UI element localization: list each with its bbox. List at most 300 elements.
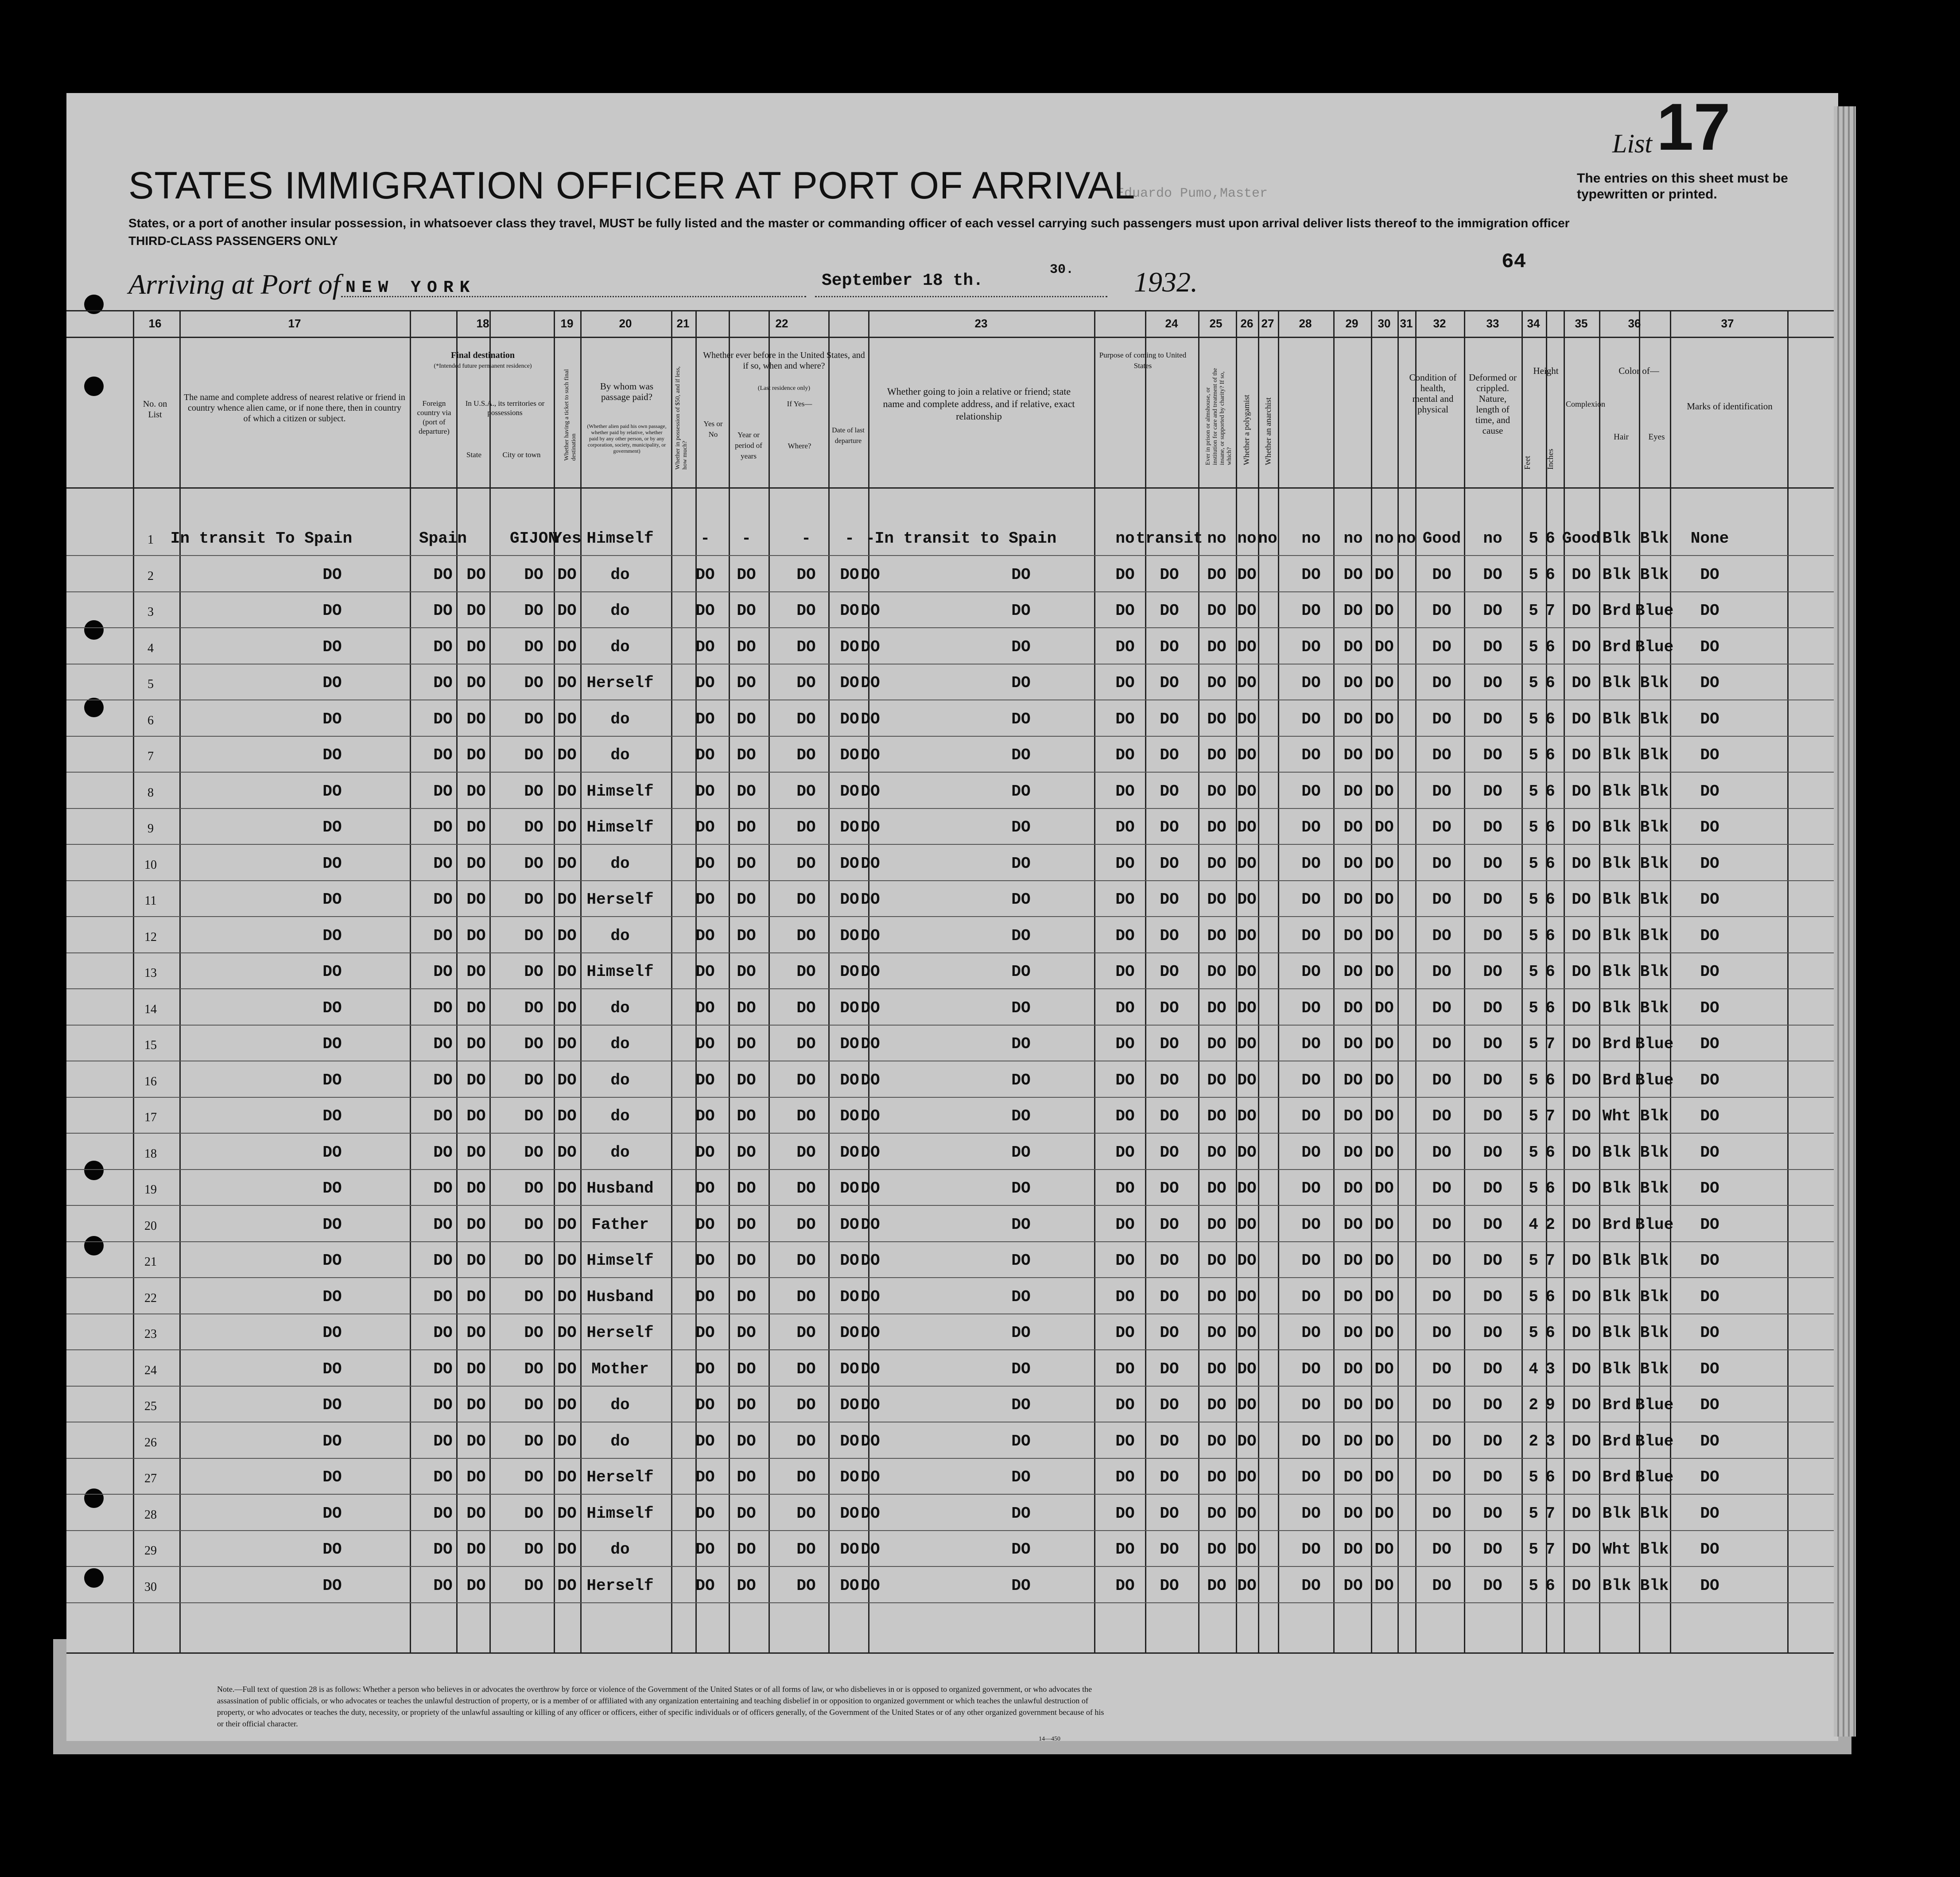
cell-ft: 5 bbox=[1529, 782, 1538, 801]
cell-c21: DO bbox=[695, 1360, 715, 1378]
column-divider bbox=[1397, 310, 1399, 1652]
cell-c32: DO bbox=[1432, 1360, 1452, 1378]
cell-c28: DO bbox=[1301, 1432, 1321, 1450]
cell-c24b: DO bbox=[1160, 1432, 1179, 1450]
cell-c22b: DO bbox=[796, 565, 816, 584]
cell-c18c: DO bbox=[524, 1432, 543, 1450]
cell-c23: DO bbox=[1011, 1287, 1031, 1306]
cell-c18c: DO bbox=[524, 565, 543, 584]
cell-c24a: DO bbox=[1115, 1287, 1135, 1306]
cell-c28: DO bbox=[1301, 1251, 1321, 1270]
cell-c18c: DO bbox=[524, 1071, 543, 1089]
cell-c32: DO bbox=[1432, 782, 1452, 801]
cell-hair: Blk bbox=[1602, 1504, 1631, 1523]
column-divider bbox=[1464, 310, 1465, 1652]
cell-c22b: DO bbox=[796, 1035, 816, 1053]
cell-c24a: DO bbox=[1115, 963, 1135, 981]
cell-c21: DO bbox=[695, 890, 715, 909]
cell-c22a: DO bbox=[737, 1107, 756, 1125]
cell-ft: 5 bbox=[1529, 1107, 1538, 1125]
cell-in: 6 bbox=[1545, 637, 1555, 656]
cell-c18a: DO bbox=[433, 1432, 453, 1450]
cell-c22b: DO bbox=[796, 963, 816, 981]
row-number: 1 bbox=[147, 533, 154, 547]
cell-in: 6 bbox=[1545, 854, 1555, 873]
cell-c25: DO bbox=[1207, 1576, 1226, 1595]
cell-c26: DO bbox=[1237, 1396, 1257, 1414]
cell-c21: DO bbox=[695, 1107, 715, 1125]
cell-c35: DO bbox=[1572, 1143, 1591, 1162]
cell-c26: DO bbox=[1237, 1287, 1257, 1306]
cell-c24b: DO bbox=[1160, 1468, 1179, 1486]
row-rule bbox=[66, 1241, 1834, 1242]
column-divider bbox=[1787, 310, 1789, 1652]
cell-c22a: DO bbox=[737, 1215, 756, 1234]
cell-c22d: DO bbox=[861, 999, 880, 1017]
cell-hair: Brd bbox=[1602, 602, 1631, 620]
cell-c19: DO bbox=[557, 1035, 577, 1053]
cell-c22c: DO bbox=[840, 674, 859, 692]
col26-header: Whether a polygamist bbox=[1242, 395, 1251, 465]
cell-c37: DO bbox=[1700, 1215, 1719, 1234]
cell-c22d: DO bbox=[861, 1468, 880, 1486]
cell-c18b: DO bbox=[466, 999, 486, 1017]
column-divider bbox=[671, 310, 672, 1652]
cell-c22d: DO bbox=[861, 637, 880, 656]
cell-c35: DO bbox=[1572, 1468, 1591, 1486]
cell-c30: DO bbox=[1374, 1143, 1394, 1162]
cell-c32: DO bbox=[1432, 565, 1452, 584]
cell-c30: no bbox=[1374, 529, 1394, 548]
column-divider bbox=[1145, 310, 1146, 1652]
column-divider bbox=[1564, 310, 1565, 1652]
column-divider bbox=[1639, 310, 1640, 1652]
col18-foreign: Foreign country via (port of departure) bbox=[417, 399, 451, 435]
cell-c22b: DO bbox=[796, 1576, 816, 1595]
cell-c22a: DO bbox=[737, 1251, 756, 1270]
cell-c29: DO bbox=[1343, 854, 1363, 873]
cell-c29: DO bbox=[1343, 999, 1363, 1017]
cell-c29: DO bbox=[1343, 1504, 1363, 1523]
cell-c28: DO bbox=[1301, 1540, 1321, 1558]
cell-c18b: DO bbox=[466, 637, 486, 656]
cell-hair: Wht bbox=[1602, 1540, 1631, 1558]
cell-c25: DO bbox=[1207, 1035, 1226, 1053]
row-rule bbox=[66, 627, 1834, 628]
cell-c35: DO bbox=[1572, 1215, 1591, 1234]
cell-c30: DO bbox=[1374, 782, 1394, 801]
cell-c37: DO bbox=[1700, 710, 1719, 728]
cell-c24a: DO bbox=[1115, 1360, 1135, 1378]
cell-hair: Brd bbox=[1602, 1071, 1631, 1089]
cell-c28: DO bbox=[1301, 1179, 1321, 1197]
cell-c22b: DO bbox=[796, 1468, 816, 1486]
cell-ft: 5 bbox=[1529, 1287, 1538, 1306]
col18-usa: In U.S.A., its territories or possessions bbox=[465, 399, 545, 417]
cell-c28: DO bbox=[1301, 746, 1321, 764]
cell-eyes: Blk bbox=[1640, 854, 1669, 873]
cell-in: 6 bbox=[1545, 963, 1555, 981]
col34-inches: Inches bbox=[1546, 449, 1555, 470]
row-number: 22 bbox=[144, 1291, 157, 1305]
class-note: THIRD-CLASS PASSENGERS ONLY bbox=[128, 234, 338, 248]
cell-c17: DO bbox=[322, 1251, 342, 1270]
cell-c24a: DO bbox=[1115, 1251, 1135, 1270]
cell-c18b: DO bbox=[466, 1179, 486, 1197]
cell-c22a: DO bbox=[737, 890, 756, 909]
cell-c18c: DO bbox=[524, 1396, 543, 1414]
date-dotted-line bbox=[815, 296, 1107, 297]
col32-header: Condition of health, mental and physical bbox=[1409, 372, 1457, 415]
col17-header: The name and complete address of nearest relative or friend in country whence alien came, or if none there, then in country of which a citizen or subject. bbox=[184, 392, 405, 424]
cell-ft: 5 bbox=[1529, 746, 1538, 764]
cell-c33: DO bbox=[1483, 1071, 1502, 1089]
cell-c18b: DO bbox=[466, 1035, 486, 1053]
cell-c18c: DO bbox=[524, 1324, 543, 1342]
col33-header: Deformed or crippled. Nature, length of time, and cause bbox=[1469, 372, 1517, 436]
cell-c23: In transit to Spain bbox=[874, 529, 1057, 548]
cell-c25: DO bbox=[1207, 1468, 1226, 1486]
cell-eyes: Blk bbox=[1640, 1179, 1669, 1197]
cell-c26: DO bbox=[1237, 782, 1257, 801]
cell-ft: 5 bbox=[1529, 637, 1538, 656]
cell-c32: DO bbox=[1432, 1576, 1452, 1595]
cell-c37: DO bbox=[1700, 1324, 1719, 1342]
cell-c22c: DO bbox=[840, 1576, 859, 1595]
cell-c23: DO bbox=[1011, 854, 1031, 873]
cell-c21: DO bbox=[695, 1035, 715, 1053]
cell-c19: DO bbox=[557, 926, 577, 945]
cell-in: 6 bbox=[1545, 999, 1555, 1017]
cell-c22d: - bbox=[866, 529, 875, 548]
column-divider bbox=[1333, 310, 1335, 1652]
cell-c17: DO bbox=[322, 1143, 342, 1162]
row-rule bbox=[66, 1205, 1834, 1206]
cell-c20: Himself bbox=[586, 782, 654, 801]
cell-c26: DO bbox=[1237, 1432, 1257, 1450]
cell-c20: do bbox=[610, 1107, 630, 1125]
cell-c30: DO bbox=[1374, 963, 1394, 981]
cell-c25: DO bbox=[1207, 890, 1226, 909]
cell-c25: DO bbox=[1207, 1324, 1226, 1342]
cell-c20: do bbox=[610, 746, 630, 764]
cell-c29: DO bbox=[1343, 782, 1363, 801]
cell-c20: Husband bbox=[586, 1179, 654, 1197]
cell-c18c: DO bbox=[524, 818, 543, 836]
cell-c25: DO bbox=[1207, 1143, 1226, 1162]
column-number: 37 bbox=[1721, 317, 1734, 330]
row-rule bbox=[66, 916, 1834, 917]
cell-eyes: Blk bbox=[1640, 926, 1669, 945]
cell-in: 6 bbox=[1545, 1071, 1555, 1089]
cell-in: 6 bbox=[1545, 890, 1555, 909]
column-number: 19 bbox=[560, 317, 574, 330]
cell-c37: DO bbox=[1700, 1540, 1719, 1558]
page-title: STATES IMMIGRATION OFFICER AT PORT OF ARRIVAL bbox=[128, 164, 1136, 207]
cell-c24a: DO bbox=[1115, 1540, 1135, 1558]
cell-c19: DO bbox=[557, 1432, 577, 1450]
cell-c22c: DO bbox=[840, 1287, 859, 1306]
cell-c22d: DO bbox=[861, 1360, 880, 1378]
cell-ft: 5 bbox=[1529, 1504, 1538, 1523]
cell-c25: DO bbox=[1207, 1432, 1226, 1450]
cell-eyes: Blk bbox=[1640, 746, 1669, 764]
row-number: 27 bbox=[144, 1472, 157, 1485]
cell-c18b: DO bbox=[466, 746, 486, 764]
cell-c37: DO bbox=[1700, 963, 1719, 981]
cell-c26: DO bbox=[1237, 1360, 1257, 1378]
col37-header: Marks of identification bbox=[1687, 401, 1773, 412]
table-border bbox=[66, 310, 1834, 311]
cell-c21: DO bbox=[695, 746, 715, 764]
cell-c21: DO bbox=[695, 710, 715, 728]
cell-c26: no bbox=[1237, 529, 1257, 548]
cell-c20: do bbox=[610, 1035, 630, 1053]
cell-ft: 5 bbox=[1529, 1071, 1538, 1089]
cell-c29: DO bbox=[1343, 1287, 1363, 1306]
cell-c20: Herself bbox=[586, 674, 654, 692]
cell-c35: DO bbox=[1572, 746, 1591, 764]
cell-c30: DO bbox=[1374, 674, 1394, 692]
cell-c23: DO bbox=[1011, 746, 1031, 764]
cell-hair: Blk bbox=[1602, 674, 1631, 692]
cell-c23: DO bbox=[1011, 1540, 1031, 1558]
cell-c20: do bbox=[610, 710, 630, 728]
cell-c24b: DO bbox=[1160, 963, 1179, 981]
cell-c17: DO bbox=[322, 782, 342, 801]
cell-c18c: DO bbox=[524, 926, 543, 945]
cell-c22d: DO bbox=[861, 1251, 880, 1270]
cell-c22a: DO bbox=[737, 1396, 756, 1414]
cell-c17: DO bbox=[322, 1107, 342, 1125]
column-divider bbox=[729, 310, 730, 1652]
cell-c18a: DO bbox=[433, 854, 453, 873]
cell-c21: DO bbox=[695, 1143, 715, 1162]
cell-c26: DO bbox=[1237, 1504, 1257, 1523]
cell-eyes: Blk bbox=[1640, 529, 1669, 548]
cell-c24a: DO bbox=[1115, 710, 1135, 728]
cell-c28: DO bbox=[1301, 1143, 1321, 1162]
cell-c23: DO bbox=[1011, 1215, 1031, 1234]
col24-header: Purpose of coming to United States bbox=[1099, 351, 1187, 370]
cell-c22a: DO bbox=[737, 1035, 756, 1053]
punch-hole bbox=[84, 1568, 104, 1588]
cell-c17: DO bbox=[322, 999, 342, 1017]
arrival-date: September 18 th. bbox=[822, 271, 983, 290]
cell-c26: DO bbox=[1237, 1251, 1257, 1270]
cell-c18c: DO bbox=[524, 1035, 543, 1053]
cell-c18c: DO bbox=[524, 602, 543, 620]
cell-c22b: DO bbox=[796, 1251, 816, 1270]
row-number: 21 bbox=[144, 1255, 157, 1269]
cell-c28: DO bbox=[1301, 710, 1321, 728]
cell-c22a: DO bbox=[737, 602, 756, 620]
cell-c22a: DO bbox=[737, 1468, 756, 1486]
cell-c20: Mother bbox=[591, 1360, 649, 1378]
cell-hair: Blk bbox=[1602, 818, 1631, 836]
cell-ft: 5 bbox=[1529, 1324, 1538, 1342]
cell-in: 6 bbox=[1545, 926, 1555, 945]
cell-c37: DO bbox=[1700, 1107, 1719, 1125]
cell-eyes: Blk bbox=[1640, 565, 1669, 584]
cell-c21: DO bbox=[695, 1432, 715, 1450]
cell-c22a: DO bbox=[737, 1324, 756, 1342]
cell-c22a: DO bbox=[737, 637, 756, 656]
row-rule bbox=[66, 1169, 1834, 1170]
cell-c18a: DO bbox=[433, 818, 453, 836]
cell-c18a: Spain bbox=[419, 529, 467, 548]
cell-c17: DO bbox=[322, 1468, 342, 1486]
cell-c20: do bbox=[610, 1432, 630, 1450]
cell-c30: DO bbox=[1374, 1432, 1394, 1450]
cell-c18a: DO bbox=[433, 1504, 453, 1523]
cell-c32: DO bbox=[1432, 746, 1452, 764]
cell-c17: DO bbox=[322, 963, 342, 981]
cell-c28: DO bbox=[1301, 1287, 1321, 1306]
cell-in: 9 bbox=[1545, 1396, 1555, 1414]
cell-c19: DO bbox=[557, 1504, 577, 1523]
cell-c17: DO bbox=[322, 1576, 342, 1595]
cell-c32: DO bbox=[1432, 1107, 1452, 1125]
cell-c30: DO bbox=[1374, 1360, 1394, 1378]
col34-header: Height bbox=[1533, 365, 1559, 376]
cell-c21: DO bbox=[695, 1071, 715, 1089]
cell-c18b: DO bbox=[466, 1576, 486, 1595]
cell-eyes: Blk bbox=[1640, 1143, 1669, 1162]
cell-c29: no bbox=[1343, 529, 1363, 548]
cell-c24a: DO bbox=[1115, 674, 1135, 692]
cell-c35: DO bbox=[1572, 1432, 1591, 1450]
cell-ft: 4 bbox=[1529, 1360, 1538, 1378]
cell-c20: Husband bbox=[586, 1287, 654, 1306]
cell-c33: DO bbox=[1483, 1287, 1502, 1306]
table-border bbox=[66, 1652, 1834, 1654]
cell-in: 6 bbox=[1545, 1468, 1555, 1486]
cell-c23: DO bbox=[1011, 1360, 1031, 1378]
cell-c19: DO bbox=[557, 818, 577, 836]
row-number: 9 bbox=[147, 822, 154, 836]
column-divider bbox=[489, 310, 491, 1652]
cell-c22a: DO bbox=[737, 1360, 756, 1378]
cell-c24a: DO bbox=[1115, 1143, 1135, 1162]
cell-c19: DO bbox=[557, 746, 577, 764]
page-total: 64 bbox=[1502, 250, 1526, 273]
table-border bbox=[66, 337, 1834, 338]
cell-c22b: DO bbox=[796, 746, 816, 764]
cell-c22d: DO bbox=[861, 818, 880, 836]
cell-in: 6 bbox=[1545, 674, 1555, 692]
cell-c28: DO bbox=[1301, 1107, 1321, 1125]
col36-hair: Hair bbox=[1614, 432, 1629, 442]
cell-c20: Himself bbox=[586, 1251, 654, 1270]
cell-c22d: DO bbox=[861, 602, 880, 620]
cell-eyes: Blk bbox=[1640, 1107, 1669, 1125]
row-number: 6 bbox=[147, 713, 154, 727]
row-number: 12 bbox=[144, 930, 157, 944]
cell-c24b: transit bbox=[1136, 529, 1203, 548]
cell-hair: Blk bbox=[1602, 746, 1631, 764]
col22-date: Date of last departure bbox=[832, 427, 865, 445]
cell-c22b: DO bbox=[796, 818, 816, 836]
cell-c33: DO bbox=[1483, 1396, 1502, 1414]
cell-c30: DO bbox=[1374, 890, 1394, 909]
cell-hair: Blk bbox=[1602, 854, 1631, 873]
cell-c35: DO bbox=[1572, 854, 1591, 873]
cell-c23: DO bbox=[1011, 890, 1031, 909]
cell-c17: DO bbox=[322, 746, 342, 764]
cell-c32: DO bbox=[1432, 602, 1452, 620]
row-rule bbox=[66, 1458, 1834, 1459]
cell-c26: DO bbox=[1237, 1324, 1257, 1342]
cell-c30: DO bbox=[1374, 1215, 1394, 1234]
col18-header: Final destination bbox=[451, 350, 515, 360]
cell-c20: do bbox=[610, 1071, 630, 1089]
cell-c24a: DO bbox=[1115, 1432, 1135, 1450]
cell-c18b: DO bbox=[466, 1468, 486, 1486]
row-number: 29 bbox=[144, 1544, 157, 1558]
cell-in: 6 bbox=[1545, 818, 1555, 836]
cell-c23: DO bbox=[1011, 818, 1031, 836]
cell-c28: DO bbox=[1301, 1035, 1321, 1053]
cell-c22a: DO bbox=[737, 782, 756, 801]
cell-c18a: DO bbox=[433, 565, 453, 584]
column-divider bbox=[768, 310, 770, 1652]
cell-c25: DO bbox=[1207, 1396, 1226, 1414]
cell-c37: DO bbox=[1700, 1179, 1719, 1197]
cell-c24a: DO bbox=[1115, 818, 1135, 836]
arriving-label: Arriving at Port of bbox=[128, 268, 341, 300]
cell-c17: DO bbox=[322, 1396, 342, 1414]
cell-hair: Blk bbox=[1602, 1360, 1631, 1378]
cell-c18c: DO bbox=[524, 1143, 543, 1162]
row-rule bbox=[66, 988, 1834, 989]
column-divider bbox=[1278, 310, 1279, 1652]
cell-c19: DO bbox=[557, 782, 577, 801]
column-number: 18 bbox=[476, 317, 489, 330]
cell-c18c: DO bbox=[524, 1251, 543, 1270]
cell-eyes: Blk bbox=[1640, 1251, 1669, 1270]
form-number: 14—450 bbox=[1039, 1736, 1060, 1742]
cell-ft: 5 bbox=[1529, 926, 1538, 945]
cell-c22c: DO bbox=[840, 565, 859, 584]
column-number: 20 bbox=[619, 317, 632, 330]
punch-hole bbox=[84, 620, 104, 640]
cell-hair: Blk bbox=[1602, 963, 1631, 981]
cell-c22c: DO bbox=[840, 710, 859, 728]
cell-c22a: DO bbox=[737, 1071, 756, 1089]
cell-c22d: DO bbox=[861, 1576, 880, 1595]
column-divider bbox=[1258, 310, 1259, 1652]
cell-in: 6 bbox=[1545, 1576, 1555, 1595]
cell-c22d: DO bbox=[861, 710, 880, 728]
cell-c35: DO bbox=[1572, 1360, 1591, 1378]
cell-eyes: Blue bbox=[1635, 1468, 1674, 1486]
cell-c18c: DO bbox=[524, 999, 543, 1017]
cell-c24b: DO bbox=[1160, 854, 1179, 873]
cell-c24a: DO bbox=[1115, 1107, 1135, 1125]
row-number: 16 bbox=[144, 1074, 157, 1088]
cell-c20: do bbox=[610, 1396, 630, 1414]
cell-c23: DO bbox=[1011, 565, 1031, 584]
cell-hair: Blk bbox=[1602, 1143, 1631, 1162]
cell-c37: DO bbox=[1700, 1251, 1719, 1270]
cell-c18c: DO bbox=[524, 782, 543, 801]
cell-c18c: DO bbox=[524, 890, 543, 909]
column-number: 29 bbox=[1345, 317, 1358, 330]
cell-c22c: DO bbox=[840, 746, 859, 764]
cell-c26: DO bbox=[1237, 999, 1257, 1017]
cell-eyes: Blue bbox=[1635, 637, 1674, 656]
